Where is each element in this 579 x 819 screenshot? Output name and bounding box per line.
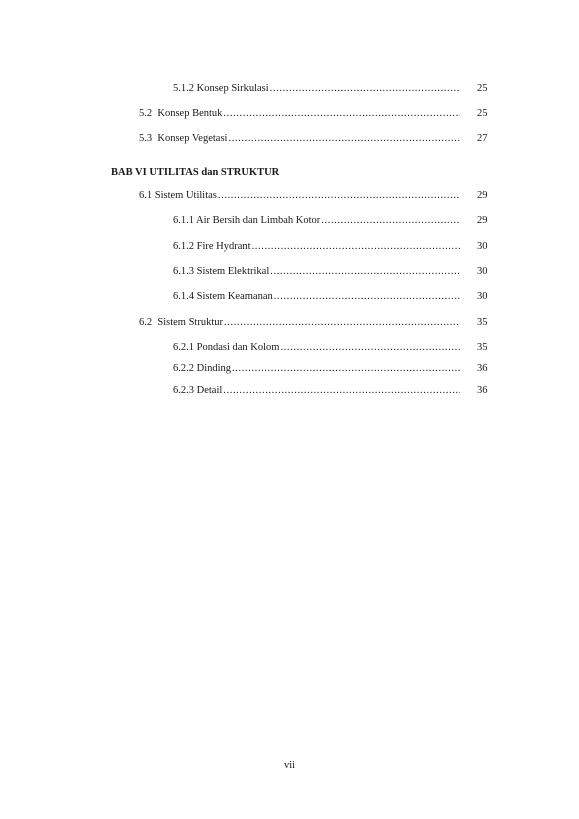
dot-leader [224, 316, 460, 330]
toc-entry [139, 132, 461, 146]
toc-entry-label: 5.1.2 Konsep Sirkulasi [173, 83, 269, 94]
dot-leader [280, 341, 460, 355]
toc-entry-page: 27 [477, 133, 488, 144]
page-number: vii [283, 760, 296, 771]
toc-entry-page: 29 [477, 215, 488, 226]
toc-entry [139, 316, 461, 330]
toc-entry-page: 35 [477, 342, 488, 353]
toc-entry-page: 25 [477, 108, 488, 119]
dot-leader [232, 362, 460, 376]
toc-entry [173, 214, 461, 228]
toc-entry-label: 6.1 Sistem Utilitas [139, 190, 217, 201]
toc-entry [173, 82, 461, 96]
dot-leader [223, 107, 460, 121]
toc-entry-page: 35 [477, 317, 488, 328]
toc-entry-page: 25 [477, 83, 488, 94]
toc-entry [173, 341, 461, 355]
dot-leader [223, 384, 460, 398]
toc-entry-page: 36 [477, 385, 488, 396]
toc-entry [173, 240, 461, 254]
toc-entry-label: 5.2 Konsep Bentuk [139, 108, 223, 119]
dot-leader [270, 82, 460, 96]
toc-entry-label: 5.3 Konsep Vegetasi [139, 133, 228, 144]
dot-leader [270, 265, 460, 279]
toc-entry-page: 30 [477, 241, 488, 252]
toc-entry-label: 6.1.3 Sistem Elektrikal [173, 266, 270, 277]
dot-leader [218, 189, 460, 203]
dot-leader [321, 214, 460, 228]
dot-leader [274, 290, 460, 304]
toc-entry-label: 6.1.2 Fire Hydrant [173, 241, 251, 252]
toc-entry-page: 36 [477, 363, 488, 374]
toc-entry [173, 362, 461, 376]
toc-entry [173, 290, 461, 304]
toc-entry-label: 6.1.4 Sistem Keamanan [173, 291, 273, 302]
toc-entry-page: 30 [477, 291, 488, 302]
toc-entry [139, 189, 461, 203]
toc-entry-page: 29 [477, 190, 488, 201]
toc-entry [173, 384, 461, 398]
toc-entry-label: 6.2.2 Dinding [173, 363, 232, 374]
toc-entry [173, 265, 461, 279]
toc-entry-page: 30 [477, 266, 488, 277]
chapter-heading: BAB VI UTILITAS dan STRUKTUR [111, 167, 280, 178]
toc-entry-label: 6.1.1 Air Bersih dan Limbah Kotor [173, 215, 321, 226]
toc-entry-label: 6.2.3 Detail [173, 385, 223, 396]
dot-leader [252, 240, 460, 254]
dot-leader [228, 132, 460, 146]
toc-entry-label: 6.2.1 Pondasi dan Kolom [173, 342, 280, 353]
toc-entry [139, 107, 461, 121]
toc-entry-label: 6.2 Sistem Struktur [139, 317, 224, 328]
